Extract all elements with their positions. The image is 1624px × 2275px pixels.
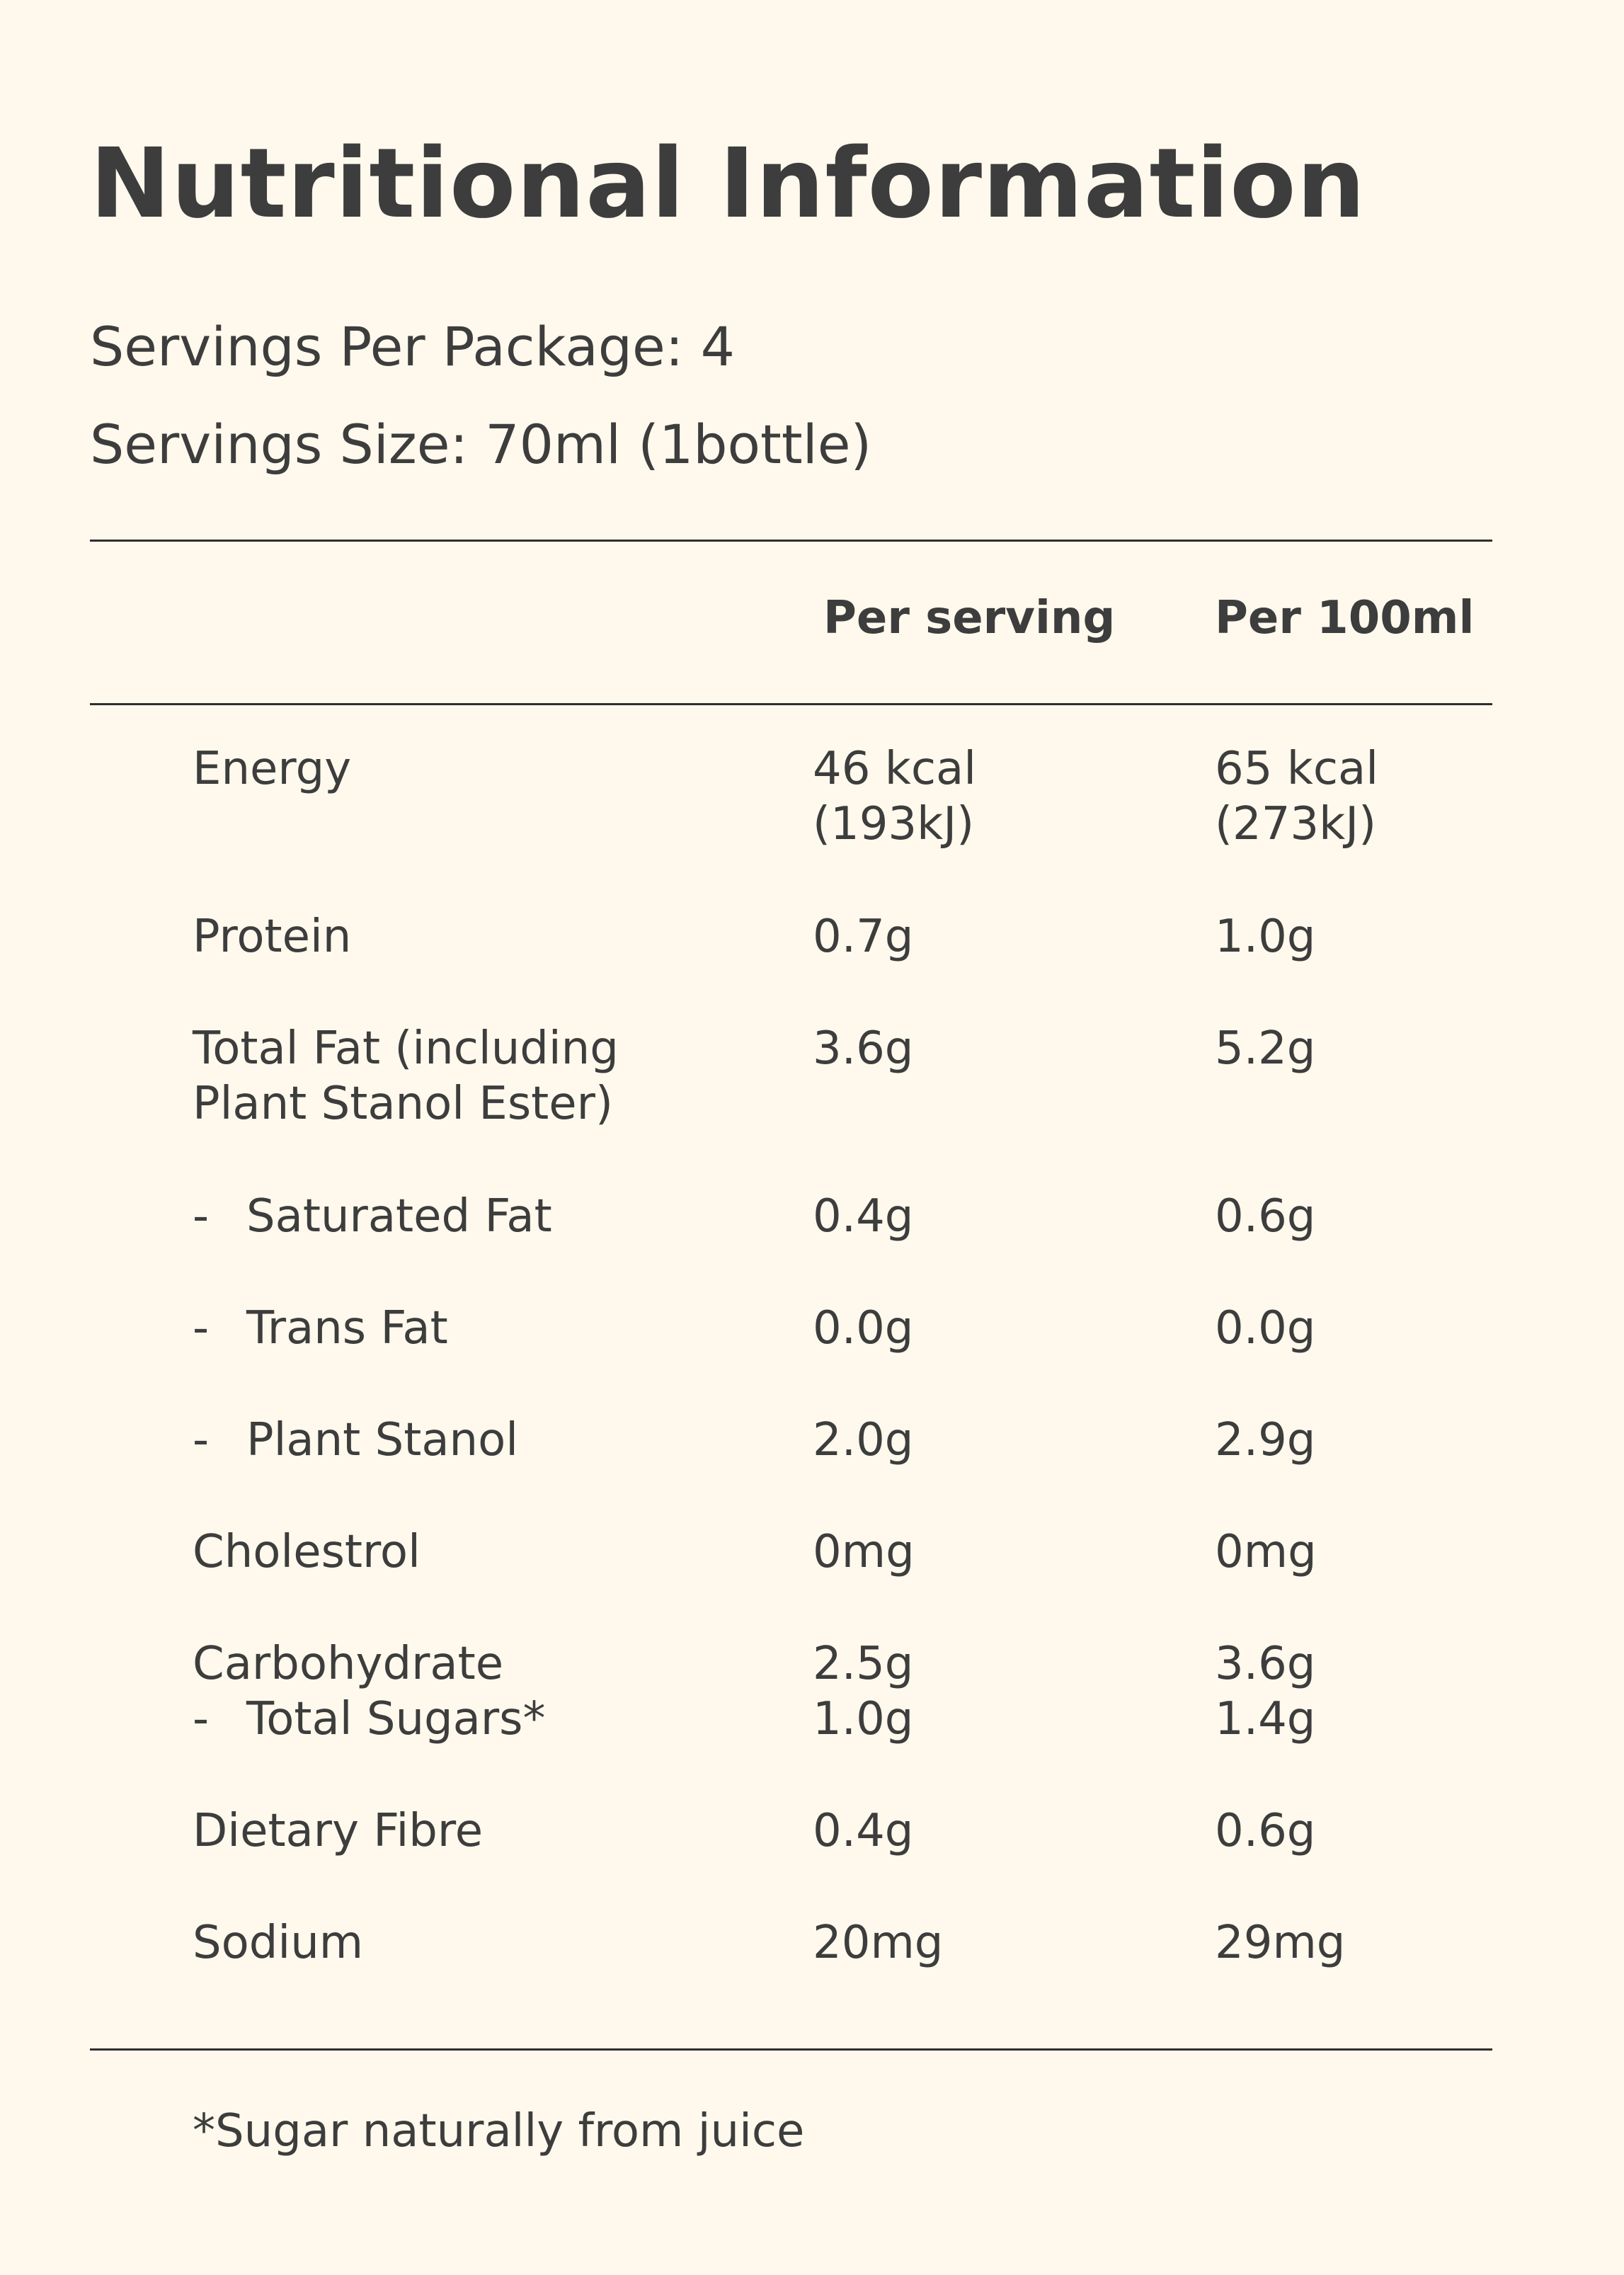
value-per-100ml: 3.6g	[1215, 1638, 1316, 1690]
sub-item-dash: -	[193, 1414, 210, 1466]
value-per-serving: 2.5g	[813, 1638, 914, 1690]
value-per-serving: 0.7g	[813, 911, 914, 963]
value-per-100ml: 0.0g	[1215, 1302, 1316, 1355]
value-per-serving: 0.0g	[813, 1302, 914, 1355]
sub-item-dash: -	[193, 1302, 210, 1355]
column-header-per-100ml: Per 100ml	[1215, 592, 1475, 644]
value-per-serving: 20mg	[813, 1917, 944, 1969]
value-per-100ml: 29mg	[1215, 1917, 1346, 1969]
nutrient-name-continued: Plant Stanol Ester)	[193, 1078, 613, 1130]
nutrient-name: Sodium	[193, 1917, 364, 1969]
nutrient-name: Cholestrol	[193, 1526, 421, 1578]
value-per-100ml: 1.0g	[1215, 911, 1316, 963]
value-per-100ml-kj: (273kJ)	[1215, 798, 1377, 850]
value-per-serving: 0.4g	[813, 1190, 914, 1243]
header-divider	[90, 703, 1492, 705]
sub-item-dash: -	[193, 1190, 210, 1243]
value-per-serving: 46 kcal	[813, 743, 977, 795]
bottom-divider	[90, 2048, 1492, 2051]
nutrient-name	[193, 1692, 546, 1747]
footnote: *Sugar naturally from juice	[193, 2105, 805, 2157]
nutrient-name: Protein	[193, 911, 352, 963]
value-per-serving: 2.0g	[813, 1414, 914, 1466]
value-per-serving: 1.0g	[813, 1693, 914, 1745]
value-per-100ml: 0mg	[1215, 1526, 1317, 1578]
nutrient-name: Energy	[193, 743, 352, 795]
nutrient-name	[193, 1301, 448, 1356]
value-per-100ml: 2.9g	[1215, 1414, 1316, 1466]
value-per-serving: 0mg	[813, 1526, 915, 1578]
nutrient-label: Trans Fat	[246, 1302, 448, 1355]
nutrient-name	[193, 1413, 518, 1468]
page-title: Nutritional Information	[90, 128, 1366, 240]
value-per-serving-kj: (193kJ)	[813, 798, 975, 850]
column-header-per-serving: Per serving	[823, 592, 1116, 644]
value-per-serving: 3.6g	[813, 1022, 914, 1075]
nutrient-label: Total Sugars*	[246, 1693, 546, 1745]
value-per-100ml: 65 kcal	[1215, 743, 1379, 795]
nutrient-label: Plant Stanol	[246, 1414, 519, 1466]
value-per-100ml: 5.2g	[1215, 1022, 1316, 1075]
serving-size: Servings Size: 70ml (1bottle)	[90, 413, 872, 476]
nutrient-name: Carbohydrate	[193, 1638, 504, 1690]
sub-item-dash: -	[193, 1693, 210, 1745]
nutrient-name: Total Fat (including	[193, 1022, 619, 1075]
value-per-100ml: 0.6g	[1215, 1190, 1316, 1243]
nutrient-name	[193, 1189, 552, 1244]
value-per-100ml: 1.4g	[1215, 1693, 1316, 1745]
nutrient-name: Dietary Fibre	[193, 1805, 484, 1857]
value-per-serving: 0.4g	[813, 1805, 914, 1857]
nutrient-label: Saturated Fat	[246, 1190, 552, 1243]
servings-per-package: Servings Per Package: 4	[90, 315, 735, 378]
value-per-100ml: 0.6g	[1215, 1805, 1316, 1857]
top-divider	[90, 540, 1492, 542]
